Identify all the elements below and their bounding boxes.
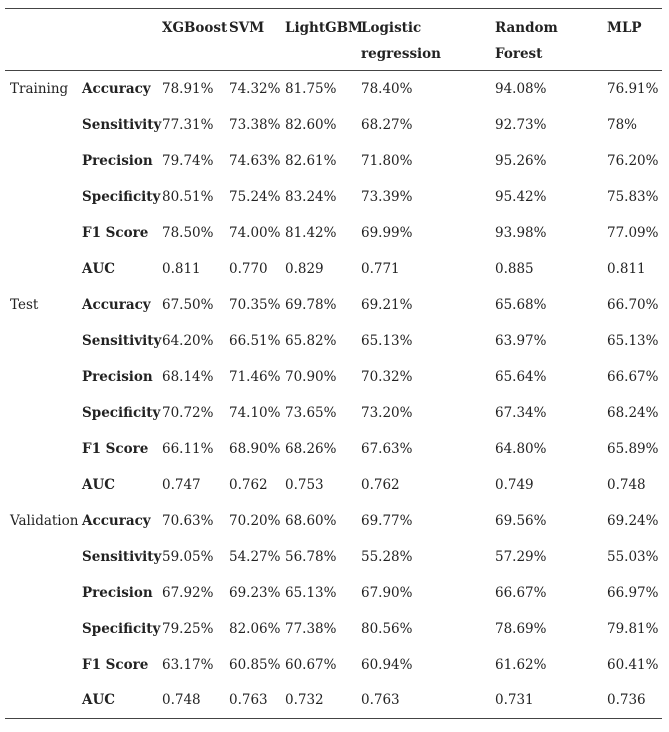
value-cell: 80.51%: [162, 188, 214, 205]
value-cell: 57.29%: [495, 548, 547, 565]
value-cell: 67.63%: [361, 440, 413, 457]
value-cell: 65.82%: [285, 332, 337, 349]
value-cell: 82.61%: [285, 152, 337, 169]
table-row: [5, 323, 662, 359]
metric-label: AUC: [82, 476, 115, 493]
header-logistic-regression: Logistic regression: [361, 9, 495, 71]
value-cell: 79.25%: [162, 620, 214, 637]
value-cell: 92.73%: [495, 116, 547, 133]
value-cell: 65.68%: [495, 296, 547, 313]
value-cell: 73.39%: [361, 188, 413, 205]
value-cell: 71.46%: [229, 368, 281, 385]
value-cell: 76.20%: [607, 152, 659, 169]
metric-label: Accuracy: [82, 512, 151, 529]
value-cell: 74.32%: [229, 80, 281, 97]
value-cell: 68.14%: [162, 368, 214, 385]
metric-label: Accuracy: [82, 80, 151, 97]
value-cell: 69.24%: [607, 512, 659, 529]
value-cell: 74.63%: [229, 152, 281, 169]
value-cell: 65.13%: [361, 332, 413, 349]
group-label: Test: [10, 296, 39, 313]
value-cell: 77.38%: [285, 620, 337, 637]
metric-label: F1 Score: [82, 224, 149, 241]
metric-label: Precision: [82, 584, 153, 601]
table-row: [5, 107, 662, 143]
group-label: [5, 431, 82, 467]
value-cell: 79.81%: [607, 620, 659, 637]
group-label: [5, 143, 82, 179]
group-label: [5, 359, 82, 395]
value-cell: 0.762: [361, 476, 400, 493]
value-cell: 65.89%: [607, 440, 659, 457]
table-row: [5, 575, 662, 611]
value-cell: 61.62%: [495, 656, 547, 673]
value-cell: 56.78%: [285, 548, 337, 565]
value-cell: 0.885: [495, 260, 534, 277]
value-cell: 0.747: [162, 476, 201, 493]
value-cell: 64.20%: [162, 332, 214, 349]
group-label: [5, 215, 82, 251]
metric-label: AUC: [82, 683, 162, 719]
table-row: [5, 71, 662, 107]
value-cell: 74.00%: [229, 224, 281, 241]
value-cell: 0.771: [361, 260, 400, 277]
group-label: [5, 647, 82, 683]
value-cell: 78.50%: [162, 224, 214, 241]
group-label: Training: [10, 80, 69, 97]
header-xgboost: XGBoost: [162, 9, 229, 71]
value-cell: 68.24%: [607, 404, 659, 421]
value-cell: 94.08%: [495, 80, 547, 97]
table-body: [5, 71, 662, 719]
value-cell: 78.69%: [495, 620, 547, 637]
value-cell: 73.65%: [285, 404, 337, 421]
table-row: [5, 611, 662, 647]
results-table: [5, 8, 662, 719]
group-label: [5, 179, 82, 215]
table-row: [5, 431, 662, 467]
group-label: [5, 251, 82, 287]
value-cell: 69.78%: [285, 296, 337, 313]
table-row: [5, 539, 662, 575]
value-cell: 70.63%: [162, 512, 214, 529]
table-header: [5, 9, 662, 71]
value-cell: 73.20%: [361, 404, 413, 421]
value-cell: 65.13%: [285, 584, 337, 601]
value-cell: 69.99%: [361, 224, 413, 241]
value-cell: 66.97%: [607, 584, 659, 601]
group-label: [5, 395, 82, 431]
value-cell: 76.91%: [607, 80, 659, 97]
value-cell: 80.56%: [361, 620, 413, 637]
value-cell: 0.811: [607, 260, 646, 277]
value-cell: 75.24%: [229, 188, 281, 205]
value-cell: 64.80%: [495, 440, 547, 457]
value-cell: 78.91%: [162, 80, 214, 97]
value-cell: 93.98%: [495, 224, 547, 241]
value-cell: 77.31%: [162, 116, 214, 133]
metric-label: Specificity: [82, 620, 161, 637]
value-cell: 65.64%: [495, 368, 547, 385]
value-cell: 70.72%: [162, 404, 214, 421]
value-cell: 0.763: [361, 683, 495, 719]
metric-label: Sensitivity: [82, 116, 162, 133]
value-cell: 67.92%: [162, 584, 214, 601]
group-label: [5, 683, 82, 719]
group-label: [5, 539, 82, 575]
value-cell: 67.90%: [361, 584, 413, 601]
value-cell: 68.26%: [285, 440, 337, 457]
value-cell: 70.32%: [361, 368, 413, 385]
metric-label: Sensitivity: [82, 332, 162, 349]
table-row: [5, 251, 662, 287]
metric-label: Specificity: [82, 404, 161, 421]
value-cell: 95.42%: [495, 188, 547, 205]
value-cell: 82.60%: [285, 116, 337, 133]
value-cell: 82.06%: [229, 620, 281, 637]
value-cell: 0.732: [285, 683, 361, 719]
metric-label: Precision: [82, 368, 153, 385]
value-cell: 0.748: [607, 476, 646, 493]
table-row: [5, 683, 662, 719]
value-cell: 66.11%: [162, 440, 214, 457]
value-cell: 60.85%: [229, 656, 281, 673]
header-row: [5, 9, 662, 71]
value-cell: 78.40%: [361, 80, 413, 97]
metric-label: Accuracy: [82, 296, 151, 313]
value-cell: 60.41%: [607, 656, 659, 673]
value-cell: 63.17%: [162, 656, 214, 673]
value-cell: 69.56%: [495, 512, 547, 529]
value-cell: 74.10%: [229, 404, 281, 421]
value-cell: 0.770: [229, 260, 268, 277]
value-cell: 75.83%: [607, 188, 659, 205]
group-label: [5, 107, 82, 143]
metric-label: AUC: [82, 260, 115, 277]
table-row: [5, 647, 662, 683]
value-cell: 0.749: [495, 476, 534, 493]
value-cell: 78%: [607, 116, 638, 133]
group-label: [5, 323, 82, 359]
group-label: Validation: [10, 512, 79, 529]
group-label: [5, 575, 82, 611]
value-cell: 59.05%: [162, 548, 214, 565]
value-cell: 60.94%: [361, 656, 413, 673]
group-label: [5, 611, 82, 647]
metric-label: F1 Score: [82, 656, 149, 673]
value-cell: 0.748: [162, 683, 229, 719]
value-cell: 69.21%: [361, 296, 413, 313]
value-cell: 68.27%: [361, 116, 413, 133]
value-cell: 70.35%: [229, 296, 281, 313]
table-row: [5, 287, 662, 323]
value-cell: 0.731: [495, 683, 607, 719]
value-cell: 71.80%: [361, 152, 413, 169]
header-metric: [82, 9, 162, 71]
value-cell: 70.90%: [285, 368, 337, 385]
value-cell: 63.97%: [495, 332, 547, 349]
metric-label: Precision: [82, 152, 153, 169]
value-cell: 55.03%: [607, 548, 659, 565]
header-mlp: MLP: [607, 9, 662, 71]
table-row: [5, 215, 662, 251]
value-cell: 68.60%: [285, 512, 337, 529]
value-cell: 70.20%: [229, 512, 281, 529]
metric-label: F1 Score: [82, 440, 149, 457]
table-row: [5, 179, 662, 215]
value-cell: 66.67%: [495, 584, 547, 601]
value-cell: 66.67%: [607, 368, 659, 385]
value-cell: 67.34%: [495, 404, 547, 421]
table-row: [5, 143, 662, 179]
value-cell: 69.23%: [229, 584, 281, 601]
value-cell: 68.90%: [229, 440, 281, 457]
value-cell: 65.13%: [607, 332, 659, 349]
value-cell: 0.763: [229, 683, 285, 719]
value-cell: 66.70%: [607, 296, 659, 313]
header-group: [5, 9, 82, 71]
value-cell: 66.51%: [229, 332, 281, 349]
value-cell: 73.38%: [229, 116, 281, 133]
value-cell: 55.28%: [361, 548, 413, 565]
group-label: [5, 467, 82, 503]
value-cell: 77.09%: [607, 224, 659, 241]
header-lightgbm: LightGBM: [285, 9, 361, 71]
value-cell: 0.753: [285, 476, 324, 493]
metric-label: Specificity: [82, 188, 161, 205]
value-cell: 81.75%: [285, 80, 337, 97]
value-cell: 0.811: [162, 260, 201, 277]
value-cell: 81.42%: [285, 224, 337, 241]
value-cell: 79.74%: [162, 152, 214, 169]
metric-label: Sensitivity: [82, 548, 162, 565]
value-cell: 60.67%: [285, 656, 337, 673]
value-cell: 0.829: [285, 260, 324, 277]
value-cell: 0.762: [229, 476, 268, 493]
value-cell: 54.27%: [229, 548, 281, 565]
table-row: [5, 467, 662, 503]
table-row: [5, 395, 662, 431]
table-row: [5, 359, 662, 395]
value-cell: 83.24%: [285, 188, 337, 205]
header-svm: SVM: [229, 9, 285, 71]
value-cell: 69.77%: [361, 512, 413, 529]
value-cell: 0.736: [607, 683, 662, 719]
value-cell: 67.50%: [162, 296, 214, 313]
value-cell: 95.26%: [495, 152, 547, 169]
header-random-forest: Random Forest: [495, 9, 607, 71]
table-row: [5, 503, 662, 539]
